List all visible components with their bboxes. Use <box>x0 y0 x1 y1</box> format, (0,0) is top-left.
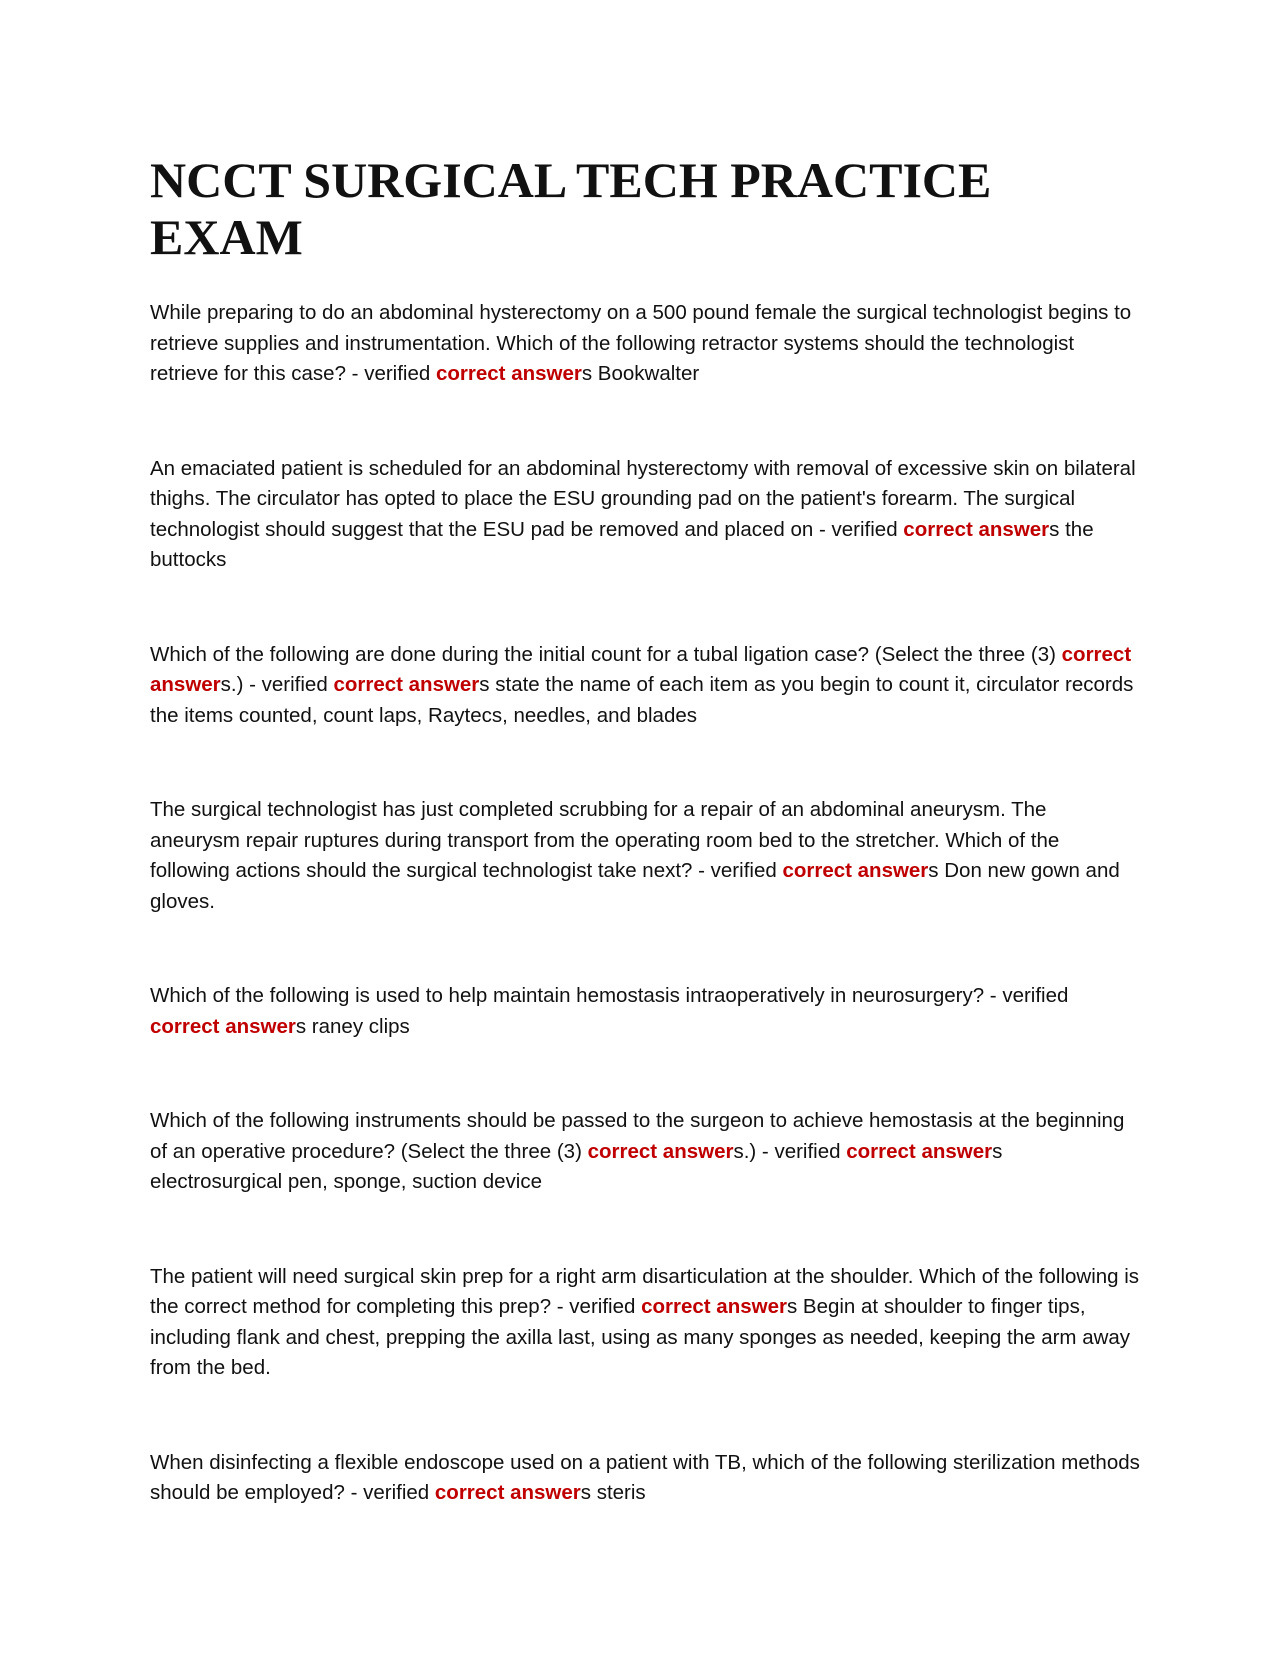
page-title: NCCT SURGICAL TECH PRACTICE EXAM <box>150 152 992 265</box>
question-paragraph <box>150 1106 1140 1198</box>
text-segment: While preparing to do an abdominal hysterectomy on a 500 pound female the surgical technologist begins to retrieve supplies and instrumentation. Which of the following retractor systems should the technologist retrieve for this case? - verified <box>150 301 1132 385</box>
question-paragraph <box>150 981 1140 1042</box>
question-paragraph <box>150 1448 1140 1509</box>
text-segment: s steris <box>580 1481 646 1504</box>
answer-highlight: correct answer <box>641 1295 787 1318</box>
text-segment: s the buttocks <box>150 517 1094 571</box>
text-segment: The patient will need surgical skin prep for a right arm disarticulation at the shoulder. Which of the following is the correct method for completing this prep? - verified <box>150 1264 1140 1318</box>
text-segment: Which of the following are done during the initial count for a tubal ligation case? (Select the three (3) <box>150 642 1062 666</box>
text-segment: s Don new gown and gloves. <box>150 859 1120 913</box>
answer-highlight: correct answer <box>782 859 929 882</box>
question-list <box>150 298 1140 1509</box>
document-page <box>150 152 1140 1573</box>
text-segment: s.) - verified <box>220 673 334 696</box>
answer-highlight: correct answer <box>150 1014 296 1038</box>
text-segment: When disinfecting a flexible endoscope used on a patient with TB, which of the following sterilization methods should be employed? - verified <box>150 1450 1140 1504</box>
text-segment: The surgical technologist has just completed scrubbing for a repair of an abdominal aneurysm. The aneurysm repair ruptures during transport from the operating room bed to the stretcher. Which of the following actions should the surgical technologist take next? - verified <box>150 798 1060 882</box>
answer-highlight: correct answer <box>435 362 582 385</box>
question-paragraph <box>150 1262 1140 1384</box>
answer-highlight: correct answer <box>150 642 1132 696</box>
text-segment: s Bookwalter <box>581 362 700 385</box>
text-segment: An emaciated patient is scheduled for an abdominal hysterectomy with removal of excessive skin on bilateral thighs. The circulator has opted to place the ESU grounding pad on the patient's forearm. The surgical technologist should suggest that the ESU pad be removed and placed on - verified <box>150 456 1136 541</box>
text-segment: s state the name of each item as you begin to count it, circulator records the items counted, count laps, Raytecs, needles, and blades <box>150 673 1134 727</box>
answer-highlight: correct answer <box>434 1481 581 1504</box>
text-segment: s.) - verified <box>733 1139 847 1163</box>
text-segment: Which of the following is used to help maintain hemostasis intraoperatively in neurosurgery? - verified <box>150 984 1069 1007</box>
answer-highlight: correct answer <box>587 1139 734 1163</box>
answer-highlight: correct answer <box>903 517 1050 541</box>
text-segment: s electrosurgical pen, sponge, suction device <box>150 1139 1003 1193</box>
answer-highlight: correct answer <box>846 1139 993 1163</box>
text-segment: s raney clips <box>295 1014 410 1038</box>
question-paragraph <box>150 640 1140 732</box>
question-paragraph <box>150 454 1140 576</box>
answer-highlight: correct answer <box>333 673 480 696</box>
text-segment: Which of the following instruments should be passed to the surgeon to achieve hemostasis at the beginning of an operative procedure? (Select the three (3) <box>150 1109 1125 1163</box>
question-paragraph <box>150 298 1140 390</box>
question-paragraph <box>150 795 1140 917</box>
text-segment: s Begin at shoulder to finger tips, including flank and chest, prepping the axilla last, using as many sponges as needed, keeping the arm away from the bed. <box>150 1295 1131 1379</box>
